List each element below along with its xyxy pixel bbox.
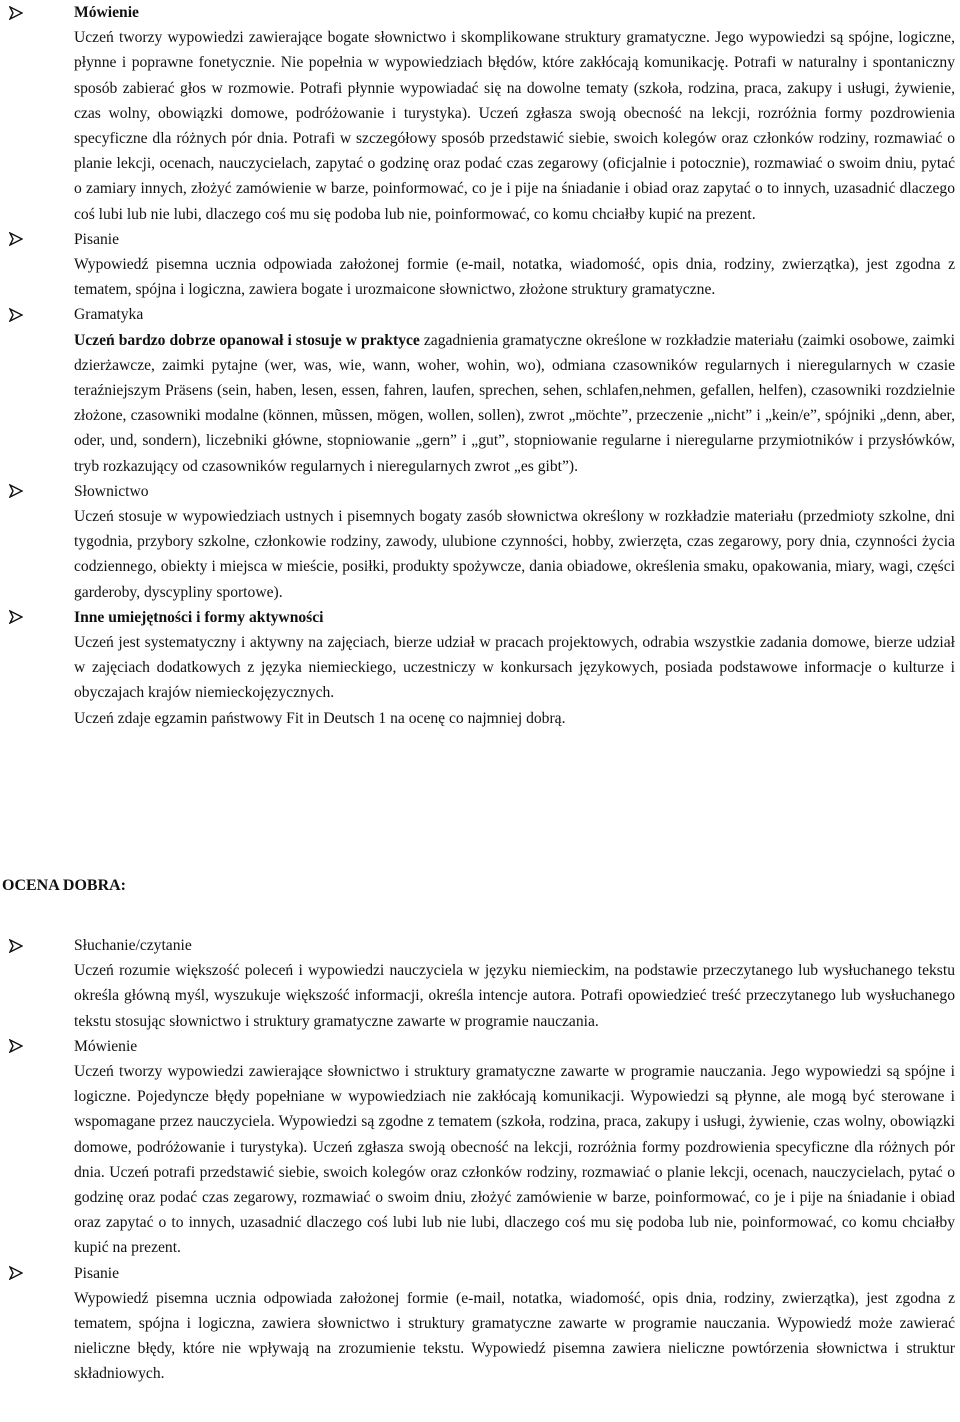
criterion-writing [74,1261,955,1387]
criterion-speaking [74,0,955,227]
criterion-text: Uczeń jest systematyczny i aktywny na zajęciach, bierze udział w pracach projektowych, odrabia wszystkie zadania domowe, bierze udział w zajęciach dodatkowych z języka niemieckiego, uczestniczy w konkursach językowych, posiada podstawowe informacje o kulturze i obyczajach krajów niemieckojęzycznych. [74,634,955,702]
criterion-emphasis: Uczeń bardzo dobrze opanował i stosuje w praktyce [74,331,420,349]
criterion-heading: Inne umiejętności i formy aktywności [74,608,324,626]
arrowhead-bullet-icon [8,479,24,504]
criterion-other-skills [74,605,955,731]
criterion-heading: Słuchanie/czytanie [74,937,192,954]
criterion-text: Uczeń tworzy wypowiedzi zawierające słownictwo i struktury gramatyczne zawarte w programie nauczania. Jego wypowiedzi są spójne i logiczne. Pojedyncze błędy popełniane w wypowiedziach nie zakłócają komunikacji. Wypowiedzi są płynne, ale mogą być sterowane i wspomagane przez nauczyciela. Wypowiedzi są zgodne z tematem (szkoła, rodzina, praca, zakupy i usługi, żywienie, czas wolny, obowiązki domowe, podróżowanie i turystyka). Uczeń zgłasza swoją obecność na lekcji, rozróżnia formy pozdrowienia specyficzne dla różnych pór dnia. Uczeń potrafi przedstawić siebie, swoich kolegów oraz członków rodziny, rozmawiać o planie lekcji, ocenach, nauczycielach, pytać o godzinę oraz podać czas zegarowy, rozmawiać o swoim dniu, złożyć zamówienie w barze, poinformować, co je i pije na śniadanie i obiad oraz zapytać o to innych, uzasadnić dlaczego coś lubi lub nie lubi, dlaczego coś mu się podoba lub nie, poinformować, co komu chciałby kupić na prezent. [74,1063,955,1257]
criterion-text: Wypowiedź pisemna ucznia odpowiada założonej formie (e-mail, notatka, wiadomość, opis dnia, rodziny, zwierzątka), jest zgodna z tematem, spójna i logiczna, zawiera bogate i urozmaicone słownictwo, złożone struktury gramatyczne. [74,256,955,299]
arrowhead-bullet-icon [8,1034,24,1059]
arrowhead-bullet-icon [8,302,24,327]
criterion-grammar [74,302,955,478]
criterion-text: Uczeń zdaje egzamin państwowy Fit in Deutsch 1 na ocenę co najmniej dobrą. [74,709,566,727]
criterion-listening-reading [74,933,955,1034]
criterion-text-body: zagadnienia gramatyczne określone w rozkładzie materiału (zaimki osobowe, zaimki dzierżawcze, zaimki pytajne (wer, was, wie, wann, woher, wohin, wo), odmiana czasowników regularnych i nieregularnych w czasie teraźniejszym Präsens (sein, haben, lesen, essen, fahren, laufen, sprechen, sehen, schlafen,nehmen, gefallen, helfen), czasowniki rozdzielnie złożone, czasowniki modalne (können, mũssen, mögen, wollen, sollen), zwrot „möchte”, przeczenie „nicht” i „kein/e”, spójniki „denn, aber, oder, und, sondern), liczebniki główne, stopniowanie „gern” i „gut”, stopniowanie regularne i nieregularne przymiotników i przysłówków, tryb rozkazujący od czasowników regularnych i nieregularnych zwrot „es gibt”). [74,331,955,475]
criterion-speaking [74,1034,955,1261]
good-grade-section [0,873,960,1387]
criterion-text: Wypowiedź pisemna ucznia odpowiada założonej formie (e-mail, notatka, wiadomość, opis dnia, rodziny, zwierzątka), jest zgodna z tematem, spójna i logiczna, zawiera słownictwo i struktury gramatyczne zawarte w programie nauczania. Wypowiedź może zawierać nieliczne błędy, które nie wpływają na zrozumienie tekstu. Wypowiedź pisemna zawiera nieliczne powtórzenia słownictwa i struktur składniowych. [74,1289,955,1383]
arrowhead-bullet-icon [8,1261,24,1286]
criterion-heading: Gramatyka [74,306,144,324]
criterion-heading: Pisanie [74,1264,120,1282]
criterion-text: Uczeń tworzy wypowiedzi zawierające bogate słownictwo i skomplikowane struktury gramatyczne. Jego wypowiedzi są spójne, logiczne, płynne i poprawne fonetycznie. Nie popełnia w wypowiedziach błędów, które zakłócają komunikację. Potrafi w naturalny i spontaniczny sposób zabierać głos w rozmowie. Potrafi płynnie wypowiadać się na dowolne tematy (szkoła, rodzina, praca, zakupy i usługi, żywienie, czas wolny, obowiązki domowe, podróżowanie i turystyka). Uczeń zgłasza swoją obecność na lekcji, rozróżnia formy pozdrowienia specyficzne dla różnych pór dnia. Potrafi w szczegółowy sposób przedstawić siebie, swoich kolegów oraz członków rodziny, rozmawiać o planie lekcji, ocenach, nauczycielach, zapytać o godzinę oraz podać czas zegarowy (oficjalnie i potocznie), rozmawiać o swoim dniu, pytać o zamiary innych, złożyć zamówienie w barze, poinformować, co je i pije na śniadanie i obiad oraz zapytać o to innych, uzasadnić dlaczego coś lubi lub nie lubi, dlaczego coś mu się podoba lub nie, poinformować, co komu chciałby kupić na prezent. [74,29,955,223]
criterion-heading: Mówienie [74,1037,138,1055]
criterion-heading: Pisanie [74,230,120,248]
arrowhead-bullet-icon [8,605,24,630]
criterion-heading: Mówienie [74,4,139,21]
criterion-heading: Słownictwo [74,482,149,500]
arrowhead-bullet-icon [8,227,24,252]
grade-title: OCENA DOBRA: [2,877,127,894]
criterion-text: Uczeń rozumie większość poleceń i wypowiedzi nauczyciela w języku niemieckim, na podstawie przeczytanego lub wysłuchanego tekstu określa główną myśl, wyszukuje większość informacji, określa intencje autora. Potrafi opowiedzieć treść przeczytanego lub wysłuchanego tekstu stosując słownictwo i struktury gramatyczne zawarte w programie nauczania. [74,962,955,1030]
arrowhead-bullet-icon [8,0,24,25]
criterion-text: Uczeń stosuje w wypowiedziach ustnych i pisemnych bogaty zasób słownictwa określony w rozkładzie materiału (przedmioty szkolne, dni tygodnia, przybory szkolne, członkowie rodziny, zawody, ulubione czynności, hobby, zwierzęta, czas zegarowy, pory dnia, czynności życia codziennego, obiekty i miejsca w mieście, posiłki, produkty spożywcze, dania obiadowe, określenia smaku, opakowania, miary, wagi, części garderoby, dyscypliny sportowe). [74,508,955,601]
criterion-text [74,328,955,479]
criterion-vocabulary [74,479,955,605]
criterion-writing [74,227,955,303]
arrowhead-bullet-icon [8,933,24,958]
